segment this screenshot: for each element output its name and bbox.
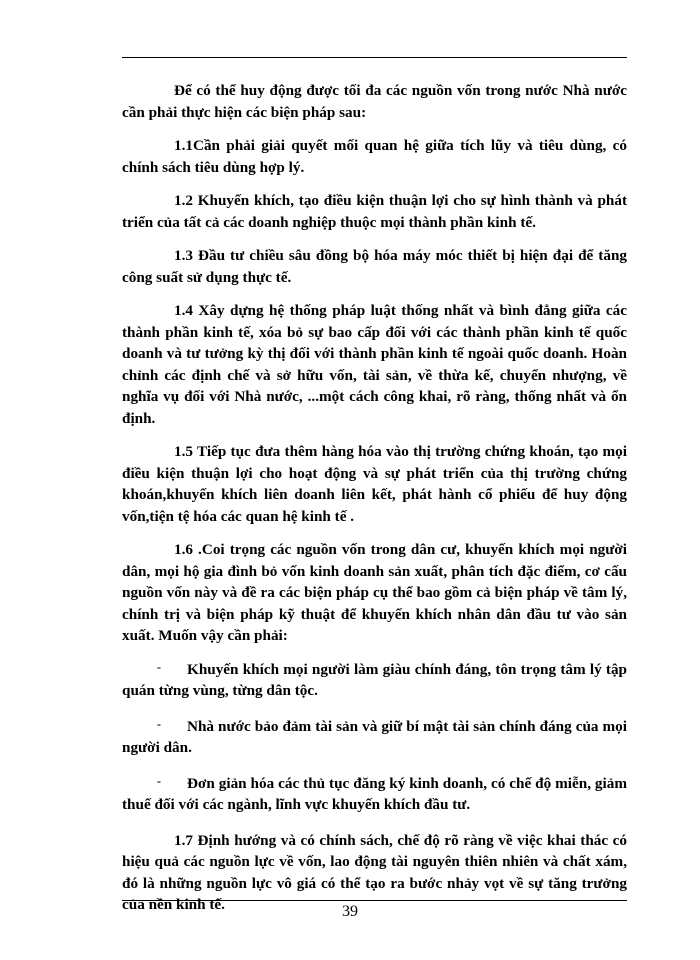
bullet-marker: - <box>157 773 161 788</box>
item-1-2-paragraph: 1.2 Khuyến khích, tạo điều kiện thuận lợi cho sự hình thành và phát triển của tất cả các doanh nghiệp thuộc mọi thành phần kinh tế. <box>122 192 627 231</box>
bullet-text: Đơn giản hóa các thủ tục đăng ký kinh doanh, có chế độ miễn, giảm thuế đối với các ngành, lĩnh vực khuyến khích đầu tư. <box>122 774 627 813</box>
bullet-marker: - <box>157 716 161 731</box>
item-1-7-paragraph: 1.7 Định hướng và có chính sách, chế độ rõ ràng về việc khai thác có hiệu quả các nguồn lực về vốn, lao động tài nguyên thiên nhiên và chất xám, đó là những nguồn lực vô giá có thể tạo ra bước nhảy vọt về sự tăng trưởng của nền kinh tế. <box>122 831 627 913</box>
bullet-item <box>122 659 627 702</box>
item-1-3-paragraph: 1.3 Đầu tư chiều sâu đồng bộ hóa máy móc thiết bị hiện đại để tăng công suất sử dụng thực tế. <box>122 247 627 286</box>
document-body <box>122 80 627 928</box>
item-1-1-paragraph: 1.1Cần phải giải quyết mối quan hệ giữa tích lũy và tiêu dùng, có chính sách tiêu dùng hợp lý. <box>122 137 627 176</box>
bullet-text: Khuyến khích mọi người làm giàu chính đáng, tôn trọng tâm lý tập quán từng vùng, từng dân tộc. <box>122 660 627 699</box>
header-rule <box>122 57 627 58</box>
item-1-5-paragraph: 1.5 Tiếp tục đưa thêm hàng hóa vào thị trường chứng khoán, tạo mọi điều kiện thuận lợi cho hoạt động và sự phát triển của thị trường chứng khoán,khuyến khích liên doanh liên kết, phát hành cổ phiếu để huy động vốn,tiện tệ hóa các quan hệ kinh tế . <box>122 443 627 525</box>
footer-rule <box>122 900 627 901</box>
page-number: 39 <box>342 903 358 920</box>
bullet-text: Nhà nước bảo đảm tài sản và giữ bí mật tài sản chính đáng của mọi người dân. <box>122 717 627 756</box>
item-1-6-paragraph: 1.6 .Coi trọng các nguồn vốn trong dân cư, khuyến khích mọi người dân, mọi hộ gia đình bỏ vốn kinh doanh sản xuất, phân tích đặc điểm, cơ cấu nguồn vốn này và đề ra các biện pháp cụ thể bao gồm cả biện pháp về tâm lý, chính trị và biện pháp kỹ thuật để khuyến khích nhân dân đầu tư vào sản xuất. Muốn vậy cần phải: <box>122 541 627 644</box>
intro-paragraph: Để có thể huy động được tối đa các nguồn vốn trong nước Nhà nước cần phải thực hiện các biện pháp sau: <box>122 82 627 121</box>
bullet-item <box>122 773 627 816</box>
bullet-marker: - <box>157 659 161 674</box>
bullet-item <box>122 716 627 759</box>
item-1-4-paragraph: 1.4 Xây dựng hệ thống pháp luật thống nhất và bình đẳng giữa các thành phần kinh tế, xóa bỏ sự bao cấp đối với các thành phần kinh tế quốc doanh và tư tưởng kỳ thị đối với thành phần kinh tế ngoài quốc doanh. Hoàn chỉnh các định chế và sở hữu vốn, tài sản, về thừa kế, chuyển nhượng, về nghĩa vụ đối với Nhà nước, ...một cách công khai, rõ ràng, thống nhất và ổn định. <box>122 302 627 427</box>
